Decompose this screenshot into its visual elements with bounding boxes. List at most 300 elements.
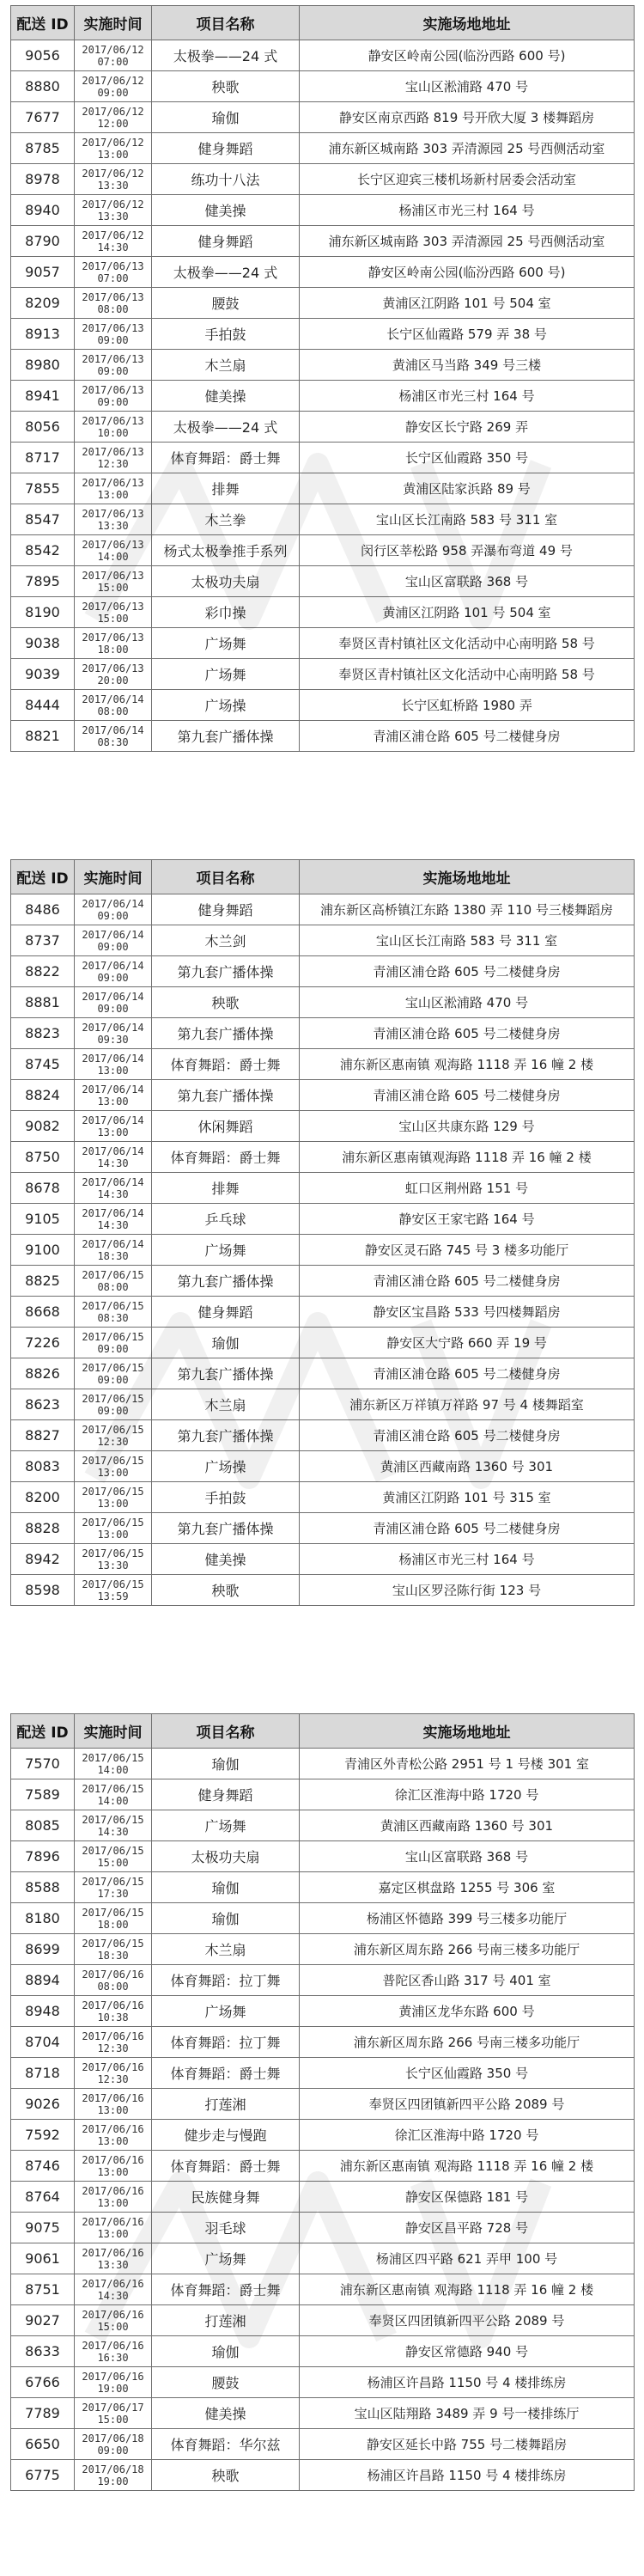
- table-row: [11, 257, 635, 288]
- cell-date-text: 2017/06/13: [82, 476, 144, 489]
- cell-address: 青浦区浦仓路 605 号二楼健身房: [300, 1358, 635, 1389]
- cell-item: 健身舞蹈: [152, 133, 300, 164]
- cell-time: [75, 925, 152, 956]
- cell-time-text: 07:00: [97, 55, 129, 68]
- table-row: [11, 1749, 635, 1779]
- schedule-table-1-wrapper: [10, 5, 634, 752]
- cell-address: 青浦区浦仓路 605 号二楼健身房: [300, 1513, 635, 1544]
- cell-date-text: 2017/06/14: [82, 1175, 144, 1188]
- table-row: [11, 1934, 635, 1965]
- cell-address: 杨浦区许昌路 1150 号 4 楼排练房: [300, 2367, 635, 2398]
- cell-time-text: 13:00: [97, 2227, 129, 2240]
- cell-address: 静安区常德路 940 号: [300, 2336, 635, 2367]
- header-time: 实施时间: [75, 6, 152, 40]
- cell-id: 8056: [11, 412, 75, 443]
- cell-address: 静安区岭南公园(临汾西路 600 号): [300, 40, 635, 71]
- cell-time: [75, 1235, 152, 1266]
- table-row: [11, 164, 635, 195]
- schedule-table-3-wrapper: [10, 1713, 634, 2491]
- cell-item: 第九套广播体操: [152, 1358, 300, 1389]
- cell-address: 青浦区浦仓路 605 号二楼健身房: [300, 1420, 635, 1451]
- cell-item: 休闲舞蹈: [152, 1111, 300, 1142]
- cell-time: [75, 443, 152, 473]
- cell-time-text: 13:00: [97, 2134, 129, 2147]
- cell-item: 乒乓球: [152, 1204, 300, 1235]
- cell-id: 8827: [11, 1420, 75, 1451]
- cell-time: [75, 1142, 152, 1173]
- cell-time-text: 14:30: [97, 1187, 129, 1200]
- cell-time: [75, 71, 152, 102]
- cell-item: 排舞: [152, 473, 300, 504]
- cell-id: 8190: [11, 597, 75, 628]
- cell-date-text: 2017/06/12: [82, 43, 144, 56]
- cell-time-text: 10:38: [97, 2011, 129, 2024]
- cell-time-text: 12:30: [97, 457, 129, 470]
- cell-time: [75, 1204, 152, 1235]
- cell-date-text: 2017/06/15: [82, 1485, 144, 1498]
- cell-id: 8444: [11, 690, 75, 721]
- cell-time: [75, 1779, 152, 1810]
- cell-item: 体育舞蹈：华尔兹: [152, 2429, 300, 2460]
- cell-address: 浦东新区周东路 266 号南三楼多功能厅: [300, 2027, 635, 2058]
- cell-id: 9075: [11, 2213, 75, 2243]
- table-row: [11, 473, 635, 504]
- cell-id: 8542: [11, 535, 75, 566]
- cell-id: 9039: [11, 659, 75, 690]
- cell-item: 太极拳——24 式: [152, 412, 300, 443]
- cell-time: [75, 987, 152, 1018]
- cell-time-text: 14:30: [97, 1157, 129, 1169]
- cell-address: 静安区灵石路 745 号 3 楼多功能厅: [300, 1235, 635, 1266]
- cell-address: 静安区保德路 181 号: [300, 2182, 635, 2213]
- cell-time: [75, 1544, 152, 1575]
- cell-time: [75, 2213, 152, 2243]
- cell-time: [75, 1420, 152, 1451]
- table-row: [11, 2367, 635, 2398]
- table-row: [11, 1266, 635, 1297]
- cell-item: 广场舞: [152, 628, 300, 659]
- cell-time-text: 13:00: [97, 1466, 129, 1479]
- cell-item: 第九套广播体操: [152, 1513, 300, 1544]
- table-row: [11, 2151, 635, 2182]
- cell-address: 黄浦区马当路 349 号三楼: [300, 350, 635, 381]
- cell-address: 长宁区迎宾三楼机场新村居委会活动室: [300, 164, 635, 195]
- cell-item: 第九套广播体操: [152, 956, 300, 987]
- table-row: [11, 894, 635, 925]
- cell-item: 太极功夫扇: [152, 1841, 300, 1872]
- cell-item: 第九套广播体操: [152, 1080, 300, 1111]
- cell-date-text: 2017/06/16: [82, 2308, 144, 2321]
- table-row: [11, 1142, 635, 1173]
- cell-id: 8940: [11, 195, 75, 226]
- cell-address: 黄浦区江阴路 101 号 504 室: [300, 288, 635, 319]
- table-row: [11, 1575, 635, 1606]
- cell-item: 广场操: [152, 1451, 300, 1482]
- table-header: [11, 6, 635, 40]
- cell-item: 木兰扇: [152, 1934, 300, 1965]
- cell-time: [75, 1297, 152, 1328]
- cell-time: [75, 1841, 152, 1872]
- cell-id: 9026: [11, 2089, 75, 2120]
- table-row: [11, 195, 635, 226]
- cell-date-text: 2017/06/16: [82, 2215, 144, 2228]
- cell-address: 静安区延长中路 755 号二楼舞蹈房: [300, 2429, 635, 2460]
- table-row: [11, 1297, 635, 1328]
- cell-time: [75, 133, 152, 164]
- cell-id: 7855: [11, 473, 75, 504]
- table-row: [11, 350, 635, 381]
- cell-time: [75, 2429, 152, 2460]
- cell-date-text: 2017/06/16: [82, 2122, 144, 2135]
- cell-date-text: 2017/06/15: [82, 1547, 144, 1560]
- cell-address: 奉贤区青村镇社区文化活动中心南明路 58 号: [300, 628, 635, 659]
- cell-address: 奉贤区四团镇新四平公路 2089 号: [300, 2305, 635, 2336]
- cell-time: [75, 1482, 152, 1513]
- cell-address: 浦东新区高桥镇江东路 1380 弄 110 号三楼舞蹈房: [300, 894, 635, 925]
- cell-date-text: 2017/06/13: [82, 631, 144, 644]
- table-row: [11, 1451, 635, 1482]
- cell-date-text: 2017/06/12: [82, 229, 144, 241]
- cell-time: [75, 1934, 152, 1965]
- cell-item: 木兰剑: [152, 925, 300, 956]
- cell-item: 打莲湘: [152, 2089, 300, 2120]
- cell-address: 青浦区浦仓路 605 号二楼健身房: [300, 1080, 635, 1111]
- cell-time: [75, 1080, 152, 1111]
- cell-date-text: 2017/06/12: [82, 136, 144, 149]
- cell-time-text: 09:00: [97, 909, 129, 922]
- cell-address: 浦东新区惠南镇 观海路 1118 弄 16 幢 2 楼: [300, 1049, 635, 1080]
- cell-address: 闵行区莘松路 958 弄瀑布弯道 49 号: [300, 535, 635, 566]
- cell-address: 浦东新区城南路 303 弄清源园 25 号西侧活动室: [300, 226, 635, 257]
- cell-item: 广场舞: [152, 1235, 300, 1266]
- cell-time-text: 13:30: [97, 179, 129, 192]
- cell-time-text: 13:00: [97, 1126, 129, 1138]
- cell-time: [75, 504, 152, 535]
- cell-time-text: 13:00: [97, 488, 129, 501]
- cell-time: [75, 1810, 152, 1841]
- cell-id: 8486: [11, 894, 75, 925]
- cell-time-text: 13:00: [97, 148, 129, 161]
- cell-address: 长宁区仙霞路 579 弄 38 号: [300, 319, 635, 350]
- cell-time-text: 15:00: [97, 1856, 129, 1869]
- table-row: [11, 2213, 635, 2243]
- cell-id: 8826: [11, 1358, 75, 1389]
- cell-time-text: 09:00: [97, 1404, 129, 1417]
- cell-date-text: 2017/06/12: [82, 105, 144, 118]
- cell-item: 瑜伽: [152, 1872, 300, 1903]
- cell-id: 8941: [11, 381, 75, 412]
- cell-date-text: 2017/06/13: [82, 352, 144, 365]
- cell-date-text: 2017/06/15: [82, 1516, 144, 1529]
- cell-time-text: 09:00: [97, 333, 129, 346]
- cell-item: 秧歌: [152, 2460, 300, 2491]
- cell-date-text: 2017/06/16: [82, 2091, 144, 2104]
- table-row: [11, 1482, 635, 1513]
- cell-id: 9056: [11, 40, 75, 71]
- cell-address: 宝山区淞浦路 470 号: [300, 71, 635, 102]
- cell-time: [75, 164, 152, 195]
- table-row: [11, 1358, 635, 1389]
- table-row: [11, 2429, 635, 2460]
- cell-address: 长宁区虹桥路 1980 弄: [300, 690, 635, 721]
- schedule-table-3: [10, 1713, 635, 2491]
- cell-item: 手拍鼓: [152, 319, 300, 350]
- cell-id: 8588: [11, 1872, 75, 1903]
- cell-id: 8699: [11, 1934, 75, 1965]
- cell-time: [75, 2027, 152, 2058]
- cell-item: 瑜伽: [152, 102, 300, 133]
- cell-date-text: 2017/06/13: [82, 321, 144, 334]
- cell-time: [75, 2305, 152, 2336]
- cell-time: [75, 102, 152, 133]
- cell-date-text: 2017/06/12: [82, 74, 144, 87]
- cell-item: 太极功夫扇: [152, 566, 300, 597]
- cell-time-text: 18:30: [97, 1249, 129, 1262]
- cell-item: 健步走与慢跑: [152, 2120, 300, 2151]
- cell-id: 8913: [11, 319, 75, 350]
- cell-item: 第九套广播体操: [152, 1018, 300, 1049]
- cell-address: 静安区南京西路 819 号开欣大厦 3 楼舞蹈房: [300, 102, 635, 133]
- cell-id: 7592: [11, 2120, 75, 2151]
- cell-time-text: 09:00: [97, 1002, 129, 1015]
- table-row: [11, 102, 635, 133]
- cell-time-text: 15:00: [97, 2320, 129, 2333]
- table-row: [11, 1204, 635, 1235]
- cell-id: 8704: [11, 2027, 75, 2058]
- table-row: [11, 1841, 635, 1872]
- header-item: 项目名称: [152, 6, 300, 40]
- cell-id: 8822: [11, 956, 75, 987]
- cell-time: [75, 319, 152, 350]
- header-id: 配送 ID: [11, 860, 75, 894]
- cell-time-text: 19:00: [97, 2475, 129, 2487]
- cell-address: 宝山区长江南路 583 号 311 室: [300, 925, 635, 956]
- cell-address: 浦东新区惠南镇 观海路 1118 弄 16 幢 2 楼: [300, 2151, 635, 2182]
- cell-time: [75, 412, 152, 443]
- cell-id: 8737: [11, 925, 75, 956]
- cell-address: 青浦区浦仓路 605 号二楼健身房: [300, 721, 635, 752]
- cell-id: 8633: [11, 2336, 75, 2367]
- cell-time-text: 09:00: [97, 1373, 129, 1386]
- cell-id: 7896: [11, 1841, 75, 1872]
- cell-time-text: 12:30: [97, 2042, 129, 2054]
- cell-item: 第九套广播体操: [152, 721, 300, 752]
- cell-time: [75, 1173, 152, 1204]
- cell-time: [75, 721, 152, 752]
- cell-time-text: 08:00: [97, 302, 129, 315]
- cell-time: [75, 288, 152, 319]
- cell-time: [75, 226, 152, 257]
- cell-date-text: 2017/06/15: [82, 1906, 144, 1919]
- cell-item: 排舞: [152, 1173, 300, 1204]
- cell-date-text: 2017/06/16: [82, 2184, 144, 2197]
- cell-id: 8750: [11, 1142, 75, 1173]
- header-item: 项目名称: [152, 1714, 300, 1749]
- cell-item: 太极拳——24 式: [152, 257, 300, 288]
- table-row: [11, 1872, 635, 1903]
- cell-address: 奉贤区四团镇新四平公路 2089 号: [300, 2089, 635, 2120]
- cell-item: 羽毛球: [152, 2213, 300, 2243]
- cell-item: 体育舞蹈：爵士舞: [152, 1142, 300, 1173]
- cell-time-text: 10:00: [97, 426, 129, 439]
- cell-date-text: 2017/06/13: [82, 569, 144, 582]
- cell-address: 奉贤区青村镇社区文化活动中心南明路 58 号: [300, 659, 635, 690]
- cell-time-text: 13:00: [97, 1497, 129, 1510]
- cell-address: 宝山区长江南路 583 号 311 室: [300, 504, 635, 535]
- cell-item: 广场舞: [152, 2243, 300, 2274]
- cell-id: 8823: [11, 1018, 75, 1049]
- cell-id: 9100: [11, 1235, 75, 1266]
- cell-address: 宝山区富联路 368 号: [300, 566, 635, 597]
- cell-time: [75, 1111, 152, 1142]
- cell-date-text: 2017/06/16: [82, 2370, 144, 2383]
- cell-id: 8085: [11, 1810, 75, 1841]
- table-row: [11, 40, 635, 71]
- cell-item: 瑜伽: [152, 1749, 300, 1779]
- cell-date-text: 2017/06/17: [82, 2401, 144, 2414]
- cell-item: 打莲湘: [152, 2305, 300, 2336]
- cell-time-text: 14:30: [97, 241, 129, 253]
- cell-address: 浦东新区周东路 266 号南三楼多功能厅: [300, 1934, 635, 1965]
- cell-item: 体育舞蹈：爵士舞: [152, 2151, 300, 2182]
- table-row: [11, 1544, 635, 1575]
- cell-address: 青浦区浦仓路 605 号二楼健身房: [300, 956, 635, 987]
- cell-item: 广场舞: [152, 1810, 300, 1841]
- cell-time: [75, 2182, 152, 2213]
- cell-date-text: 2017/06/14: [82, 1145, 144, 1157]
- cell-id: 8678: [11, 1173, 75, 1204]
- cell-time: [75, 956, 152, 987]
- cell-address: 青浦区外青松公路 2951 号 1 号楼 301 室: [300, 1749, 635, 1779]
- cell-date-text: 2017/06/12: [82, 198, 144, 211]
- cell-item: 太极拳——24 式: [152, 40, 300, 71]
- cell-address: 杨浦区许昌路 1150 号 4 楼排练房: [300, 2460, 635, 2491]
- table-row: [11, 504, 635, 535]
- cell-id: 9057: [11, 257, 75, 288]
- cell-id: 8980: [11, 350, 75, 381]
- cell-id: 8821: [11, 721, 75, 752]
- cell-time: [75, 597, 152, 628]
- cell-date-text: 2017/06/14: [82, 1114, 144, 1126]
- cell-date-text: 2017/06/18: [82, 2432, 144, 2445]
- cell-date-text: 2017/06/14: [82, 990, 144, 1003]
- cell-id: 9082: [11, 1111, 75, 1142]
- cell-id: 8746: [11, 2151, 75, 2182]
- cell-time-text: 13:00: [97, 2165, 129, 2178]
- cell-time-text: 09:00: [97, 1342, 129, 1355]
- cell-time-text: 18:00: [97, 643, 129, 656]
- cell-address: 青浦区浦仓路 605 号二楼健身房: [300, 1266, 635, 1297]
- cell-date-text: 2017/06/14: [82, 928, 144, 941]
- schedule-table-1: [10, 5, 635, 752]
- table-row: [11, 226, 635, 257]
- cell-item: 健美操: [152, 2398, 300, 2429]
- cell-time-text: 08:30: [97, 736, 129, 748]
- header-address: 实施场地地址: [300, 6, 635, 40]
- cell-time: [75, 473, 152, 504]
- cell-date-text: 2017/06/15: [82, 1937, 144, 1950]
- cell-time: [75, 1575, 152, 1606]
- table-row: [11, 925, 635, 956]
- cell-date-text: 2017/06/14: [82, 1052, 144, 1065]
- cell-item: 手拍鼓: [152, 1482, 300, 1513]
- cell-time: [75, 2460, 152, 2491]
- cell-time-text: 18:00: [97, 1918, 129, 1931]
- cell-time: [75, 2336, 152, 2367]
- table-row: [11, 1513, 635, 1544]
- cell-item: 秧歌: [152, 71, 300, 102]
- cell-id: 7677: [11, 102, 75, 133]
- cell-time-text: 08:00: [97, 705, 129, 717]
- cell-time: [75, 1513, 152, 1544]
- table-row: [11, 2274, 635, 2305]
- cell-date-text: 2017/06/16: [82, 2153, 144, 2166]
- cell-time-text: 09:00: [97, 2444, 129, 2457]
- cell-address: 徐汇区淮海中路 1720 号: [300, 2120, 635, 2151]
- cell-date-text: 2017/06/15: [82, 1875, 144, 1888]
- cell-time-text: 17:30: [97, 1887, 129, 1900]
- cell-time: [75, 566, 152, 597]
- cell-time: [75, 2120, 152, 2151]
- cell-item: 木兰扇: [152, 350, 300, 381]
- cell-date-text: 2017/06/13: [82, 290, 144, 303]
- cell-address: 黄浦区龙华东路 600 号: [300, 1996, 635, 2027]
- cell-time-text: 14:00: [97, 1763, 129, 1776]
- table-row: [11, 2398, 635, 2429]
- cell-item: 瑜伽: [152, 2336, 300, 2367]
- cell-time: [75, 1049, 152, 1080]
- cell-item: 体育舞蹈：拉丁舞: [152, 1965, 300, 1996]
- cell-date-text: 2017/06/16: [82, 2246, 144, 2259]
- cell-id: 9061: [11, 2243, 75, 2274]
- cell-address: 虹口区荆州路 151 号: [300, 1173, 635, 1204]
- table-row: [11, 535, 635, 566]
- cell-address: 普陀区香山路 317 号 401 室: [300, 1965, 635, 1996]
- cell-address: 黄浦区西藏南路 1360 号 301: [300, 1451, 635, 1482]
- cell-id: 7895: [11, 566, 75, 597]
- table-row: [11, 2027, 635, 2058]
- cell-item: 腰鼓: [152, 288, 300, 319]
- cell-id: 8894: [11, 1965, 75, 1996]
- cell-time: [75, 1965, 152, 1996]
- cell-time-text: 08:30: [97, 1311, 129, 1324]
- cell-time-text: 15:00: [97, 581, 129, 594]
- table-body: [11, 894, 635, 1606]
- schedule-table-2: [10, 859, 635, 1606]
- table-row: [11, 1018, 635, 1049]
- cell-item: 体育舞蹈：爵士舞: [152, 443, 300, 473]
- cell-id: 8785: [11, 133, 75, 164]
- cell-id: 8668: [11, 1297, 75, 1328]
- cell-time: [75, 1389, 152, 1420]
- cell-item: 瑜伽: [152, 1903, 300, 1934]
- table-row: [11, 1996, 635, 2027]
- header-address: 实施场地地址: [300, 1714, 635, 1749]
- cell-address: 静安区王家宅路 164 号: [300, 1204, 635, 1235]
- cell-address: 浦东新区万祥镇万祥路 97 号 4 楼舞蹈室: [300, 1389, 635, 1420]
- cell-id: 8790: [11, 226, 75, 257]
- table-row: [11, 1328, 635, 1358]
- cell-address: 浦东新区惠南镇 观海路 1118 弄 16 幢 2 楼: [300, 2274, 635, 2305]
- cell-time-text: 13:00: [97, 1064, 129, 1077]
- cell-date-text: 2017/06/16: [82, 1999, 144, 2011]
- cell-item: 健身舞蹈: [152, 226, 300, 257]
- cell-item: 木兰拳: [152, 504, 300, 535]
- cell-item: 健身舞蹈: [152, 894, 300, 925]
- cell-address: 黄浦区陆家浜路 89 号: [300, 473, 635, 504]
- cell-date-text: 2017/06/16: [82, 2277, 144, 2290]
- header-item: 项目名称: [152, 860, 300, 894]
